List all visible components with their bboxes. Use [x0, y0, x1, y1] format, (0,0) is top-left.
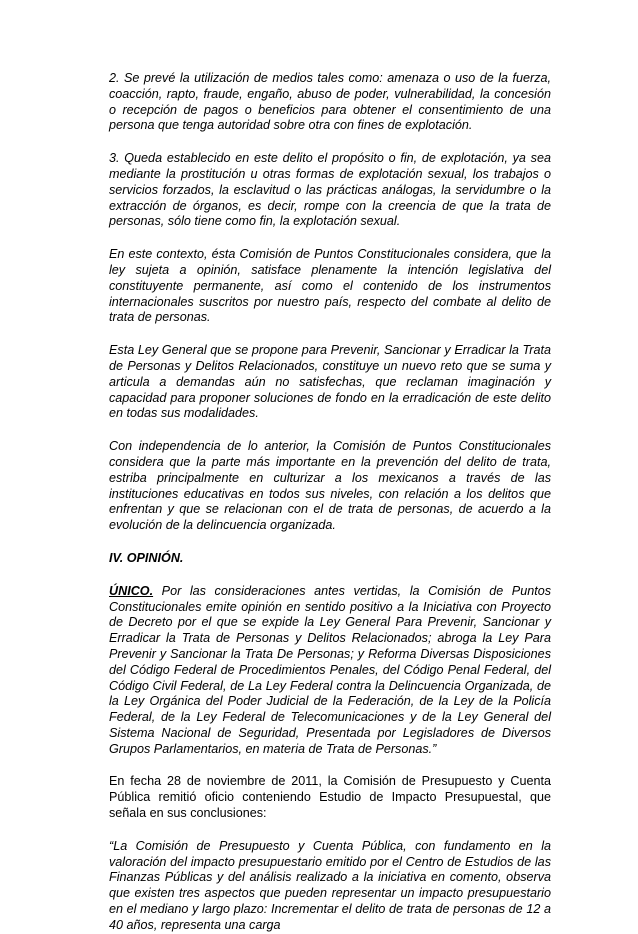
- paragraph-fecha: En fecha 28 de noviembre de 2011, la Comisión de Presupuesto y Cuenta Pública remitió oficio conteniendo Estudio de Impacto Presupuestal, que señala en sus conclusiones:: [109, 774, 551, 821]
- unico-text: Por las consideraciones antes vertidas, la Comisión de Puntos Constitucionales emite opinión en sentido positivo a la Iniciativa con Proyecto de Decreto por el que se expide la Ley General Para Prevenir, Sancionar y Erradicar la Trata de Personas y Delitos Relacionados; abroga la Ley Para Prevenir y Sancionar la Trata De Personas; y Reforma Diversas Disposiciones del Código Federal de Procedimientos Penales, del Código Penal Federal, del Código Civil Federal, de La Ley Federal contra la Delincuencia Organizada, de la Ley Orgánica del Poder Judicial de la Federación, de la Ley de la Policía Federal, de la Ley Federal de Telecomunicaciones y de la Ley General del Sistema Nacional de Seguridad, Presentada por Legisladores de Diversos Grupos Parlamentarios, en materia de Trata de Personas.”: [109, 583, 551, 756]
- paragraph-point-2: 2. Se prevé la utilización de medios tales como: amenaza o uso de la fuerza, coacción, rapto, fraude, engaño, abuso de poder, vulnerabilidad, la concesión o recepción de pagos o beneficios para obtener el consentimiento de una persona que tenga autoridad sobre otra con fines de explotación.: [109, 71, 551, 133]
- section-heading: IV. OPINIÓN.: [109, 550, 184, 565]
- paragraph-independencia: Con independencia de lo anterior, la Comisión de Puntos Constitucionales considera que la parte más importante en la prevención del delito de trata, estriba principalmente en culturizar a los mexicanos a través de las instituciones educativas en todos sus niveles, con relación a los delitos que enfrentan y que se relacionan con el de trata de personas, de acuerdo a la evolución de la delincuencia organizada.: [109, 439, 551, 533]
- paragraph-context: En este contexto, ésta Comisión de Puntos Constitucionales considera, que la ley sujeta a opinión, satisface plenamente la intención legislativa del constituyente permanente, así como el contenido de los instrumentos internacionales suscritos por nuestro país, respecto del combate al delito de trata de personas.: [109, 247, 551, 325]
- paragraph-point-3: 3. Queda establecido en este delito el propósito o fin, de explotación, ya sea mediante la prostitución u otras formas de explotación sexual, los trabajos o servicios forzados, la esclavitud o las prácticas análogas, la servidumbre o la extracción de órganos, es decir, rompe con la creencia de que la trata de personas, sólo tiene como fin, la explotación sexual.: [109, 151, 551, 229]
- unico-label: ÚNICO.: [109, 583, 154, 598]
- paragraph-quote: “La Comisión de Presupuesto y Cuenta Pública, con fundamento en la valoración del impacto presupuestario emitido por el Centro de Estudios de las Finanzas Públicas y del análisis realizado a la iniciativa en comento, observa que existen tres aspectos que pueden representar un impacto presupuestario en el mediano y largo plazo: Incrementar el delito de trata de personas de 12 a 40 años, representa una carga: [109, 838, 551, 932]
- paragraph-ley-general: Esta Ley General que se propone para Prevenir, Sancionar y Erradicar la Trata de Personas y Delitos Relacionados, constituye un nuevo reto que se suma y articula a demandas aún no satisfechas, que reclaman imaginación y capacidad para proponer soluciones de fondo en la erradicación de este delito en todas sus modalidades.: [109, 343, 551, 421]
- paragraph-unico: [109, 584, 551, 758]
